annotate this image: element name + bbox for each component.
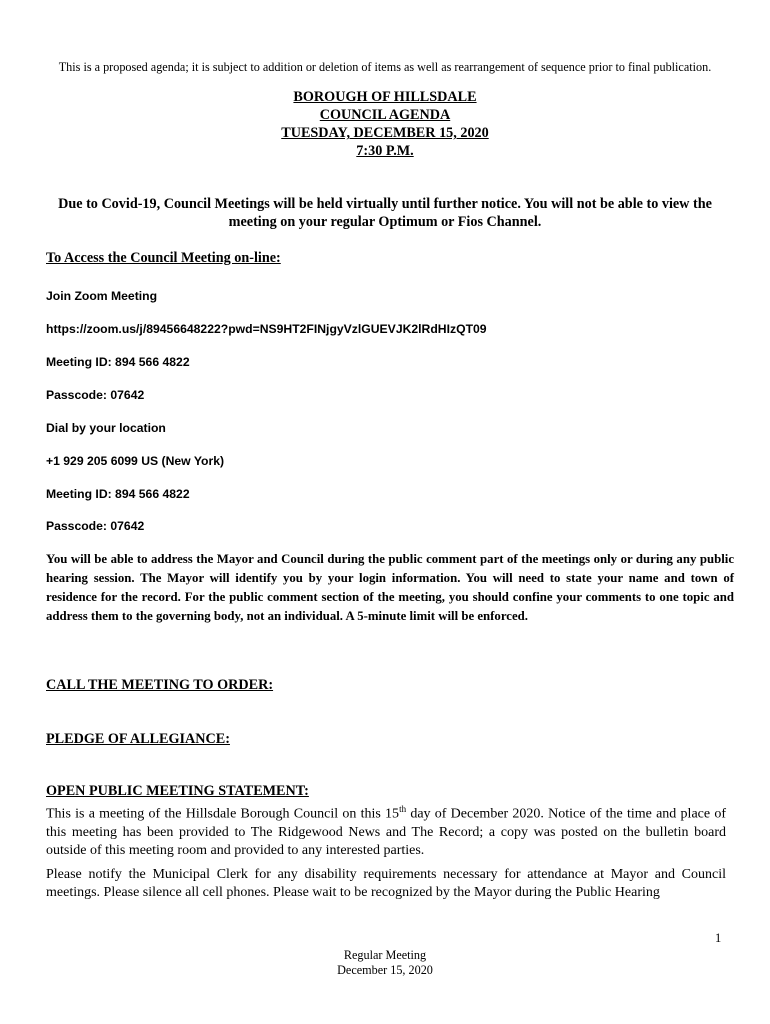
notify-clerk-paragraph: Please notify the Municipal Clerk for any disability requirements necessary for attendance at Mayor and Council meetings. Please silence all cell phones. Please wait to be recognized by the Mayor during the Public Hearing: [46, 867, 726, 900]
title-time: 7:30 P.M.: [356, 143, 414, 159]
ordinal-suffix: th: [399, 804, 407, 814]
covid-notice: Due to Covid-19, Council Meetings will be held virtually until further notice. You will not be able to view the meeting on your regular Optimum or Fios Channel.: [58, 196, 712, 230]
agenda-title-block: [0, 88, 770, 160]
disclaimer-text: This is a proposed agenda; it is subject to addition or deletion of items as well as rearrangement of sequence prior to final publication.: [58, 60, 712, 74]
passcode-1: Passcode: 07642: [46, 388, 145, 402]
open-meeting-heading: OPEN PUBLIC MEETING STATEMENT:: [46, 783, 309, 799]
dial-phone-number: +1 929 205 6099 US (New York): [46, 454, 225, 468]
meeting-id-2: Meeting ID: 894 566 4822: [46, 487, 190, 501]
footer-meeting-type: Regular Meeting: [343, 948, 427, 962]
dial-label: Dial by your location: [46, 421, 166, 435]
footer-date: December 15, 2020: [337, 963, 433, 977]
open-meeting-text-a: This is a meeting of the Hillsdale Borough Council on this 15: [46, 806, 400, 822]
call-to-order-heading: CALL THE MEETING TO ORDER:: [46, 677, 274, 693]
meeting-id-1: Meeting ID: 894 566 4822: [46, 355, 190, 369]
access-heading: To Access the Council Meeting on-line:: [46, 250, 281, 266]
zoom-url-link[interactable]: https://zoom.us/j/89456648222?pwd=NS9HT2FINjgyVzlGUEVJK2lRdHIzQT09: [46, 322, 487, 336]
join-zoom-label: Join Zoom Meeting: [46, 289, 158, 303]
title-borough: BOROUGH OF HILLSDALE: [293, 89, 477, 105]
open-meeting-statement: [46, 800, 726, 860]
page-footer: [0, 948, 770, 978]
title-date: TUESDAY, DECEMBER 15, 2020: [281, 125, 489, 141]
page-number: 1: [715, 931, 722, 945]
public-comment-paragraph: You will be able to address the Mayor and Council during the public comment part of the meetings only or during any public hearing session. The Mayor will identify you by your login information. You will need to state your name and town of residence for the record. For the public comment section of the meeting, you should confine your comments to one topic and address them to the governing body, not an individual. A 5-minute limit will be enforced.: [46, 552, 734, 623]
title-council-agenda: COUNCIL AGENDA: [319, 107, 451, 123]
passcode-2: Passcode: 07642: [46, 519, 145, 533]
open-meeting-text-b: day of December 2020. Notice of the time and place of this meeting has been provided to The Ridgewood News and The Record; a copy was posted on the bulletin board outside of this meeting room and provided to any interested parties.: [46, 806, 726, 858]
pledge-heading: PLEDGE OF ALLEGIANCE:: [46, 731, 230, 747]
